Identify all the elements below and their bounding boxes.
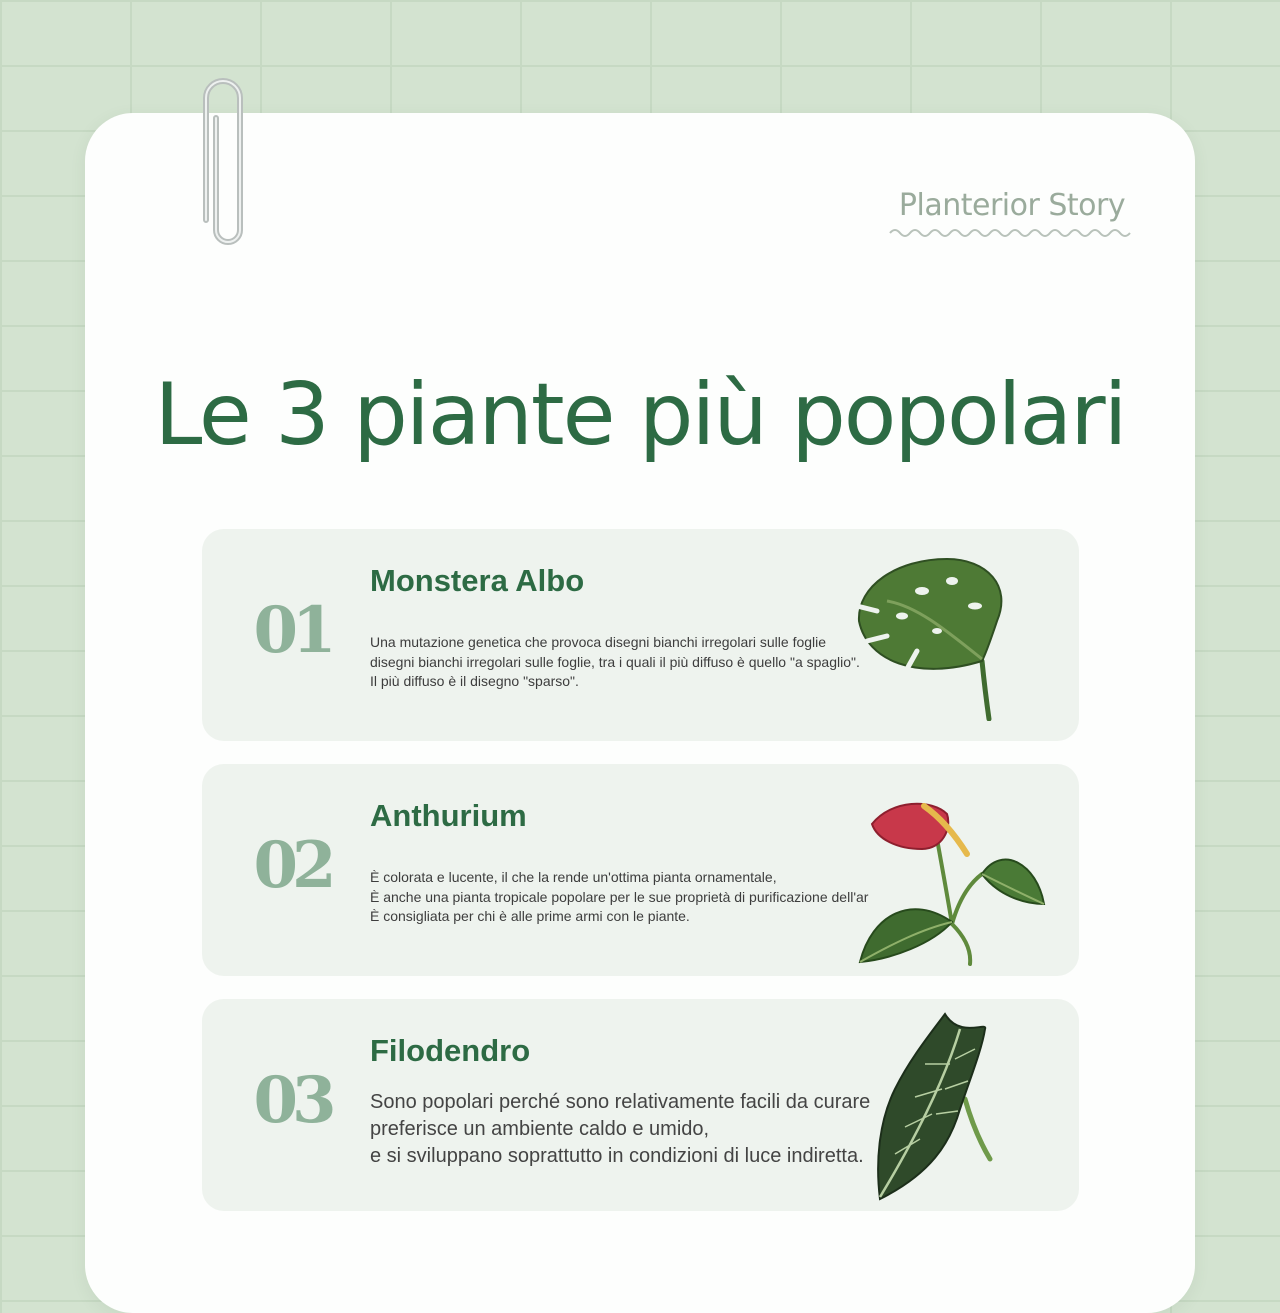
brand xyxy=(888,188,1136,239)
plant-card-2 xyxy=(202,764,1079,976)
plant-name: Filodendro xyxy=(370,1033,531,1068)
plant-number: 03 xyxy=(253,1063,331,1138)
paperclip-icon xyxy=(188,70,258,250)
plant-card-3 xyxy=(202,999,1079,1211)
plant-description: Una mutazione genetica che provoca disegni bianchi irregolari sulle foglie disegni bianchi irregolari sulle foglie, tra i quali il più diffuso è quello "a spaglio". Il più diffuso è il disegno "sparso". xyxy=(370,634,860,689)
monstera-leaf-icon xyxy=(847,551,1047,721)
page-title: Le 3 piante più popolari xyxy=(154,365,1126,465)
plant-number: 01 xyxy=(253,593,331,668)
plant-number: 02 xyxy=(253,828,331,903)
plant-description: È colorata e lucente, il che la rende un'ottima pianta ornamentale, È anche una pianta tropicale popolare per le sue proprietà di purificazione dell'ar È consigliata per chi è alle prime armi con le piante. xyxy=(370,869,869,924)
plant-description: Sono popolari perché sono relativamente facili da curare preferisce un ambiente caldo e umido, e si sviluppano soprattutto in condizioni di luce indiretta. xyxy=(370,1091,871,1167)
plant-name: Monstera Albo xyxy=(370,563,585,598)
brand-name: Planterior Story xyxy=(898,188,1126,223)
plant-card-1 xyxy=(202,529,1079,741)
philodendron-leaf-icon xyxy=(870,1009,1000,1204)
anthurium-flower-icon xyxy=(852,794,1052,969)
plant-name: Anthurium xyxy=(370,798,527,833)
wavy-underline-icon xyxy=(888,227,1136,239)
